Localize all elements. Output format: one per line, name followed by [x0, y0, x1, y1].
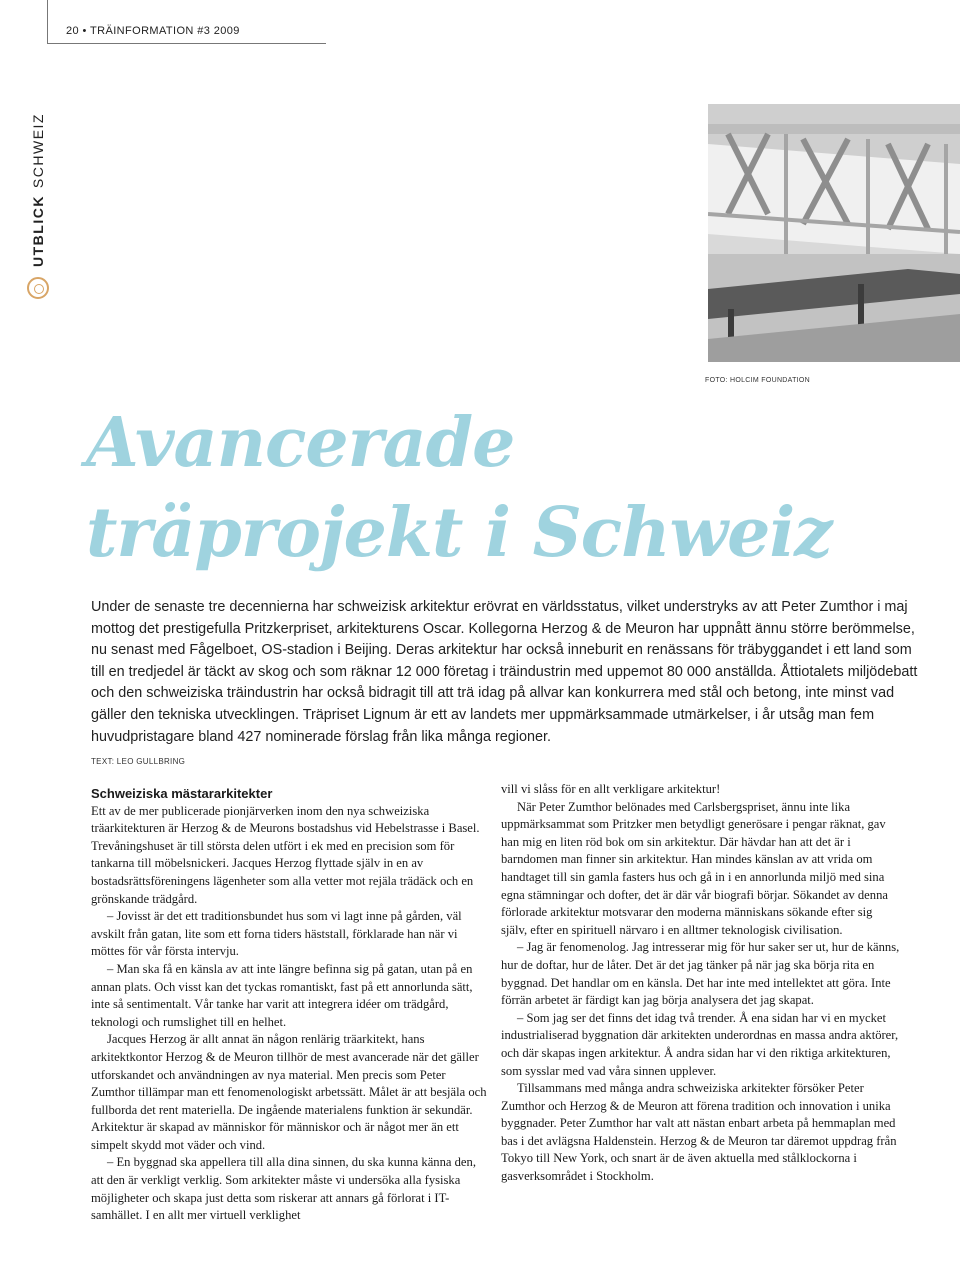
body-column-1: [91, 781, 491, 1225]
lead-paragraph: Under de senaste tre decennierna har schweizisk arkitektur erövrat en världsstatus, vilket understryks av att Peter Zumthor i maj mottog det prestigefulla Pritzkerpriset, arkitekturens Oscar. Kollegorna Herzog & de Meuron har uppnått ännu större berömmelse, nu senast med Fågelboet, OS-stadion i Beijing. Deras arkitektur har också inneburit en renässans för träbyggandet i ett land som till en tredjedel är täckt av skog och som räknar 12 000 företag i träindustrin med uppemot 80 000 anställda. Åttiotalets miljödebatt och den schweiziska träindustrin har också bidragit till att trä idag på allvar kan konkurrera med stål och betong, inte minst vad gäller den tekniska utvecklingen. Träpriset Lignum är ett av landets mer uppmärksammade utmärkelser, i år utsåg man fem huvudpristagare bland 427 nominerade förslag från lika många regioner.: [91, 599, 918, 745]
body-paragraph: vill vi slåss för en allt verkligare arkitektur!: [501, 782, 721, 796]
body-paragraph: – Som jag ser det finns det idag två trender. Å ena sidan har vi en mycket industrialiserad byggnation där arkitekten underordnas en massa andra aktörer, och där skapas ingen arkitektur. Å andra sidan har vi den riktiga arkitekturen, som sysslar med vad våra sinnen upplever.: [501, 1010, 899, 1078]
body-paragraph: Tillsammans med många andra schweiziska arkitekter försöker Peter Zumthor och Herzog & de Meuron att förena tradition och innovation i unika byggnader. Peter Zumthor har valt att nästan enbart arbeta på hemmaplan med bas i det avlägsna Haldenstein. Herzog & de Meuron tar däremot uppdrag från Tokyo till New York, och snart är de även aktuella med stålklockorna i gasverksområdet i Stockholm.: [501, 1081, 897, 1184]
body-paragraph: – En byggnad ska appellera till alla dina sinnen, du ska kunna känna den, att den är verkligt verklig. Som arkitekter måste vi undersöka alla fysiska möjligheter och skapa just detta som riskerar att annars gå förlorat i IT-samhället. I en allt mer virtuell verklighet: [91, 1155, 476, 1223]
body-paragraph: – Jag är fenomenolog. Jag intresserar mig för hur saker ser ut, hur de känns, hur de doftar, hur de låter. Det är det jag tänker på när jag ska börja rita en byggnad. Det handlar om en känsla. Det har inte med intellektet att göra. Inte förrän arbetet är färdigt kan jag börja analysera det jag skapat.: [501, 940, 900, 1008]
article-lead: [91, 597, 921, 748]
byline: TEXT: LEO GULLBRING: [91, 757, 186, 766]
body-paragraph: Jacques Herzog är allt annat än någon renlärig träarkitekt, hans arkitektkontor Herzog & de Meuron tillhör de mest avancerade när det gäller utforskandet och användningen av nya material. Men precis som Peter Zumthor tillämpar man ett fenomenologiskt arbetssätt. Målet är att besjäla och fullborda det rent materiella. De ingående materialens funktion är sekundär. Arkitektur är skapad av människor för människor och är något mer än ett simpelt skydd mot väder och vind.: [91, 1032, 487, 1152]
body-paragraph: – Jovisst är det ett traditionsbundet hus som vi lagt inne på gården, väl avskilt från gatan, lite som ett forna tiders häststall, förklarade han när vi möttes för vår första intervju.: [91, 909, 462, 959]
title-line-2: träprojekt i Schweiz: [86, 493, 832, 573]
section-label-bold: UTBLICK: [30, 195, 46, 267]
photo-credit: FOTO: HOLCIM FOUNDATION: [705, 377, 811, 384]
section-label-normal: SCHWEIZ: [30, 113, 46, 189]
header-rule-horizontal: [47, 43, 326, 44]
body-column-2: [501, 781, 901, 1186]
section-label: [30, 113, 46, 267]
body-paragraph: – Man ska få en känsla av att inte längre befinna sig på gatan, utan på en annan plats. Och visst kan det tyckas romantiskt, fast på ett annorlunda sätt, inte så sentimentalt. Vår tanke har varit att integrera idéer om trädgård, teknologi och rumslighet till en helhet.: [91, 961, 473, 1029]
body-paragraph: Ett av de mer publicerade pionjärverken inom den nya schweiziska träarkitekturen är Herzog & de Meurons bostadshus vid Hebelstrasse i Basel. Trevåningshuset är till största delen utfört i ek med en precision som för tankarna till möbelsnickeri. Jacques Herzog flyttade själv in en av bostadsrättsföreningens lägenheter som alla vetter mot rejäla trädäck och en grönskande trädgård.: [91, 803, 480, 906]
subheading: Schweiziska mästararkitekter: [91, 786, 273, 801]
page-header: 20 • TRÄINFORMATION #3 2009: [66, 25, 240, 37]
article-photo: [708, 104, 960, 362]
title-line-1: Avancerade: [86, 403, 515, 483]
body-paragraph: När Peter Zumthor belönades med Carlsbergspriset, ännu inte lika uppmärksammat som Pritzker men betydligt generösare i pengar räknat, gav han mig en liten röd bok om sin arkitektur. Där hävdar han att det är i barndomen man finner sin arkitektur. Han mindes känslan av att vrida om handtaget till sin gamla fasters hus och gå in i en annorlunda miljö med sina egna stämningar och dofter, det är där vår biografi börjar. Sökandet av denna förlorade arkitektur motsvarar den moderna människans sökande efter sig själv, efter en spirituell närvaro i en alltmer teknologisk civilisation.: [501, 799, 888, 937]
section-circle-icon: [27, 277, 49, 299]
article-title: [86, 398, 832, 578]
header-rule-vertical: [47, 0, 48, 44]
